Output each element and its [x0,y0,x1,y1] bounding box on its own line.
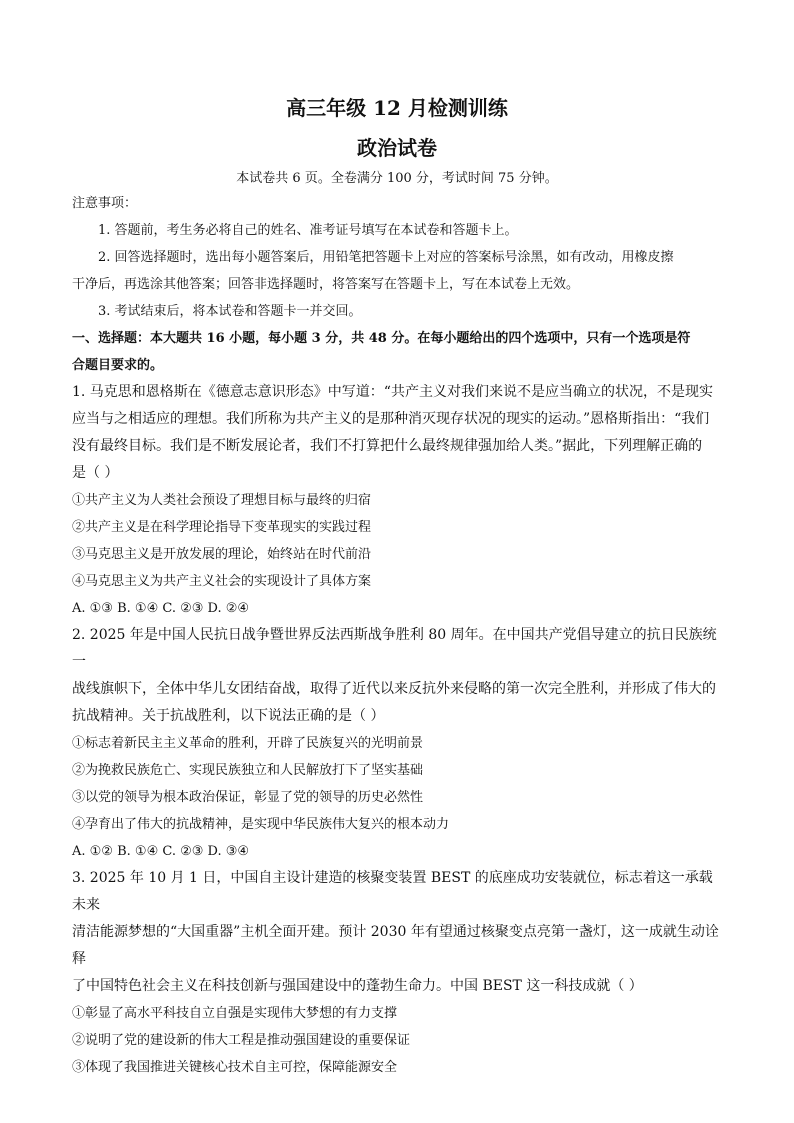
question-1-option: ②共产主义是在科学理论指导下变革现实的实践过程 [72,520,372,535]
question-line: 3. 2025 年 10 月 1 日，中国自主设计建造的核聚变装置 BEST 的底座成功安装就位，标志着这一承载未来 [72,870,713,913]
question-line: 了中国特色社会主义在科技创新与强国建设中的蓬勃生命力。中国 BEST 这一科技成就（ ） [72,978,643,994]
note-item-3: 3. 考试结束后，将本试卷和答题卡一并交回。 [98,304,362,319]
exam-subject: 政治试卷 [357,136,437,160]
question-3-text [72,865,722,1000]
question-line: 战线旗帜下，全体中华儿女团结奋战，取得了近代以来反抗外来侵略的第一次完全胜利，并形成了伟大的 [72,681,716,697]
question-line: 抗战精神。关于抗战胜利，以下说法正确的是（ ） [72,708,385,724]
note-item-2-cont: 干净后，再选涂其他答案；回答非选择题时，将答案写在答题卡上，写在本试卷上无效。 [72,277,580,292]
question-1-text [72,379,722,487]
exam-page [72,92,722,1081]
section-heading-cont: 合题目要求的。 [72,358,164,373]
note-item-2: 2. 回答选择题时，选出每小题答案后，用铅笔把答题卡上对应的答案标号涂黑，如有改动，用橡皮擦 [98,250,674,265]
question-2-answers: A. ①② B. ①④ C. ②③ D. ③④ [72,844,250,859]
question-2-text [72,622,722,730]
question-3-option: ③体现了我国推进关键核心技术自主可控，保障能源安全 [72,1060,398,1075]
question-2-option: ④孕育出了伟大的抗战精神，是实现中华民族伟大复兴的根本动力 [72,817,450,832]
question-line: 清洁能源梦想的“大国重器”主机全面开建。预计 2030 年有望通过核聚变点亮第一盏灯，这一成就生动诠释 [72,924,719,967]
question-1-option: ①共产主义为人类社会预设了理想目标与最终的归宿 [72,493,372,508]
question-1-option: ④马克思主义为共产主义社会的实现设计了具体方案 [72,574,372,589]
question-line: 应当与之相适应的理想。我们所称为共产主义的是那种消灭现存状况的现实的运动。”恩格斯指出：“我们 [72,411,710,427]
section-heading: 一、选择题：本大题共 16 小题，每小题 3 分，共 48 分。在每小题给出的四个选项中，只有一个选项是符 [72,331,691,346]
question-line: 是（ ） [72,465,119,481]
question-3-option: ②说明了党的建设新的伟大工程是推动强国建设的重要保证 [72,1033,411,1048]
notes-heading: 注意事项： [72,196,138,211]
question-2-option: ②为挽救民族危亡、实现民族独立和人民解放打下了坚实基础 [72,763,424,778]
question-line: 2. 2025 年是中国人民抗日战争暨世界反法西斯战争胜利 80 周年。在中国共产党倡导建立的抗日民族统一 [72,627,717,670]
exam-title: 高三年级 12 月检测训练 [286,96,508,120]
question-line: 没有最终目标。我们是不断发展论者，我们不打算把什么最终规律强加给人类。”据此，下列理解正确的 [72,438,703,454]
question-3-option: ①彰显了高水平科技自立自强是实现伟大梦想的有力支撑 [72,1006,398,1021]
question-2-option: ③以党的领导为根本政治保证，彰显了党的领导的历史必然性 [72,790,424,805]
question-line: 1. 马克思和恩格斯在《德意志意识形态》中写道：“共产主义对我们来说不是应当确立的状况，不是现实 [72,384,713,400]
exam-info: 本试卷共 6 页。全卷满分 100 分，考试时间 75 分钟。 [236,171,558,186]
question-1-answers: A. ①③ B. ①④ C. ②③ D. ②④ [72,601,250,616]
note-item-1: 1. 答题前，考生务必将自己的姓名、准考证号填写在本试卷和答题卡上。 [98,223,518,238]
question-1-option: ③马克思主义是开放发展的理论，始终站在时代前沿 [72,547,372,562]
question-2-option: ①标志着新民主主义革命的胜利，开辟了民族复兴的光明前景 [72,736,424,751]
